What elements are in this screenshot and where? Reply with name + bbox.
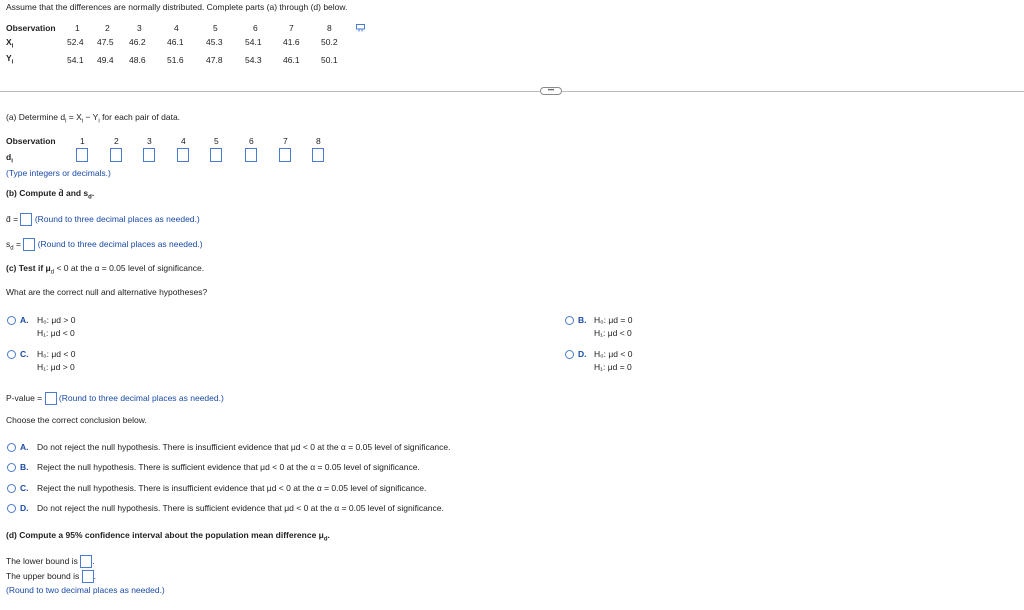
lower-bound-label: The lower bound is: [6, 555, 78, 566]
obs-num: 7: [289, 23, 294, 33]
conclusion-b-letter: B.: [20, 462, 29, 472]
d-input-3[interactable]: [143, 148, 155, 162]
x-value: 50.2: [321, 37, 338, 47]
part-d-end: .: [327, 530, 330, 540]
question-intro: Assume that the differences are normally distributed. Complete parts (a) through (d) below.: [6, 2, 348, 12]
conclusion-d-text: Do not reject the null hypothesis. There is sufficient evidence that μd < 0 at the α = 0.05 level of significance.: [37, 503, 444, 513]
conclusion-a-text: Do not reject the null hypothesis. There is insufficient evidence that μd < 0 at the α = 0.05 level of significance.: [37, 442, 451, 452]
obs-num: 3: [147, 136, 152, 146]
y-value: 49.4: [97, 55, 114, 65]
part-a-hint: (Type integers or decimals.): [6, 168, 111, 178]
hyp-option-d-h0: H₀: μd < 0: [594, 349, 633, 359]
hyp-option-a-radio[interactable]: [7, 316, 16, 325]
lower-dot: .: [92, 555, 95, 566]
part-a-text: (a) Determine d: [6, 112, 66, 122]
obs-num: 7: [283, 136, 288, 146]
x-value: 45.3: [206, 37, 223, 47]
hyp-question: What are the correct null and alternative hypotheses?: [6, 287, 208, 297]
conclusion-c-text: Reject the null hypothesis. There is insufficient evidence that μd < 0 at the α = 0.05 level of significance.: [37, 483, 427, 493]
obs-num: 1: [80, 136, 85, 146]
dbar-row: [6, 213, 200, 226]
conclusion-b-radio[interactable]: [7, 463, 16, 472]
upper-bound-input[interactable]: [82, 570, 94, 583]
part-c-sub: d: [50, 269, 55, 276]
obs-num: 8: [316, 136, 321, 146]
obs-num: 6: [253, 23, 258, 33]
d-input-8[interactable]: [312, 148, 324, 162]
obs-num: 4: [174, 23, 179, 33]
pvalue-hint: (Round to three decimal places as needed.): [58, 392, 224, 403]
y-label: Y: [6, 53, 12, 63]
obs-header: Observation: [6, 23, 56, 33]
y-value: 54.1: [67, 55, 84, 65]
hyp-option-b-radio[interactable]: [565, 316, 574, 325]
dbar-input[interactable]: [20, 213, 32, 226]
d-input-4[interactable]: [177, 148, 189, 162]
part-c-text: (c) Test if μ: [6, 263, 51, 273]
part-a-prompt: (a) Determine $d_i = X_i - Y_i$ for each pair of data.: [6, 112, 181, 125]
hyp-option-d-radio[interactable]: [565, 350, 574, 359]
upper-bound-label: The upper bound is: [6, 570, 80, 581]
x-sub: i: [11, 43, 14, 50]
conclusion-b-text: Reject the null hypothesis. There is sufficient evidence that μd < 0 at the α = 0.05 level of significance.: [37, 462, 420, 472]
obs-num: 5: [213, 23, 218, 33]
sd-label: s: [6, 238, 11, 249]
x-value: 46.1: [167, 37, 184, 47]
obs-num: 2: [105, 23, 110, 33]
part-d-sub: d: [323, 536, 328, 543]
part-d-hint: (Round to two decimal places as needed.): [6, 585, 165, 595]
hyp-option-a-h1: H₁: μd < 0: [37, 328, 75, 338]
hyp-option-b-letter: B.: [578, 315, 587, 325]
pvalue-row: [6, 392, 224, 405]
part-d-text: (d) Compute a 95% confidence interval about the population mean difference μ: [6, 530, 324, 540]
d-input-6[interactable]: [245, 148, 257, 162]
hyp-option-a-letter: A.: [20, 315, 29, 325]
d-sub: i: [11, 158, 13, 165]
y-value: 46.1: [283, 55, 300, 65]
part-b-sub: d: [88, 194, 92, 201]
print-icon[interactable]: [356, 24, 365, 32]
upper-bound-row: [6, 570, 96, 583]
sd-hint: (Round to three decimal places as needed.): [37, 238, 203, 249]
pvalue-label: P-value =: [6, 392, 43, 403]
y-value: 50.1: [321, 55, 338, 65]
y-value: 48.6: [129, 55, 146, 65]
part-a-obs-header: Observation: [6, 136, 56, 146]
part-a-text2: = X: [68, 112, 82, 122]
obs-num: 1: [75, 23, 80, 33]
obs-num: 5: [214, 136, 219, 146]
obs-num: 2: [114, 136, 119, 146]
d-row-label: [6, 152, 13, 165]
obs-num: 6: [249, 136, 254, 146]
part-c-prompt: [6, 263, 204, 276]
d-input-1[interactable]: [76, 148, 88, 162]
hyp-option-c-h0: H₀: μd < 0: [37, 349, 76, 359]
y-row-label: [6, 53, 13, 66]
obs-num: 4: [181, 136, 186, 146]
lower-bound-row: [6, 555, 95, 568]
x-value: 54.1: [245, 37, 262, 47]
sd-row: [6, 238, 203, 251]
hyp-option-c-letter: C.: [20, 349, 29, 359]
part-c-tail: < 0 at the α = 0.05 level of significance.: [56, 263, 205, 273]
conclusion-d-radio[interactable]: [7, 504, 16, 513]
hyp-option-d-letter: D.: [578, 349, 587, 359]
y-sub: i: [11, 59, 14, 66]
x-row-label: [6, 37, 13, 50]
y-value: 51.6: [167, 55, 184, 65]
d-input-7[interactable]: [279, 148, 291, 162]
part-d-prompt: [6, 530, 330, 543]
hyp-option-c-h1: H₁: μd > 0: [37, 362, 75, 372]
sd-input[interactable]: [23, 238, 35, 251]
upper-dot: .: [93, 570, 96, 581]
pvalue-input[interactable]: [45, 392, 57, 405]
dbar-label: d̄ =: [6, 213, 19, 224]
d-label: d: [6, 152, 12, 162]
lower-bound-input[interactable]: [80, 555, 95, 568]
obs-num: 8: [327, 23, 332, 33]
conclusion-a-radio[interactable]: [7, 443, 16, 452]
part-a-text3: − Y: [85, 112, 99, 122]
obs-num: 3: [137, 23, 142, 33]
x-value: 47.5: [97, 37, 114, 47]
x-label: X: [6, 37, 12, 47]
y-value: 47.8: [206, 55, 223, 65]
hyp-option-b-h1: H₁: μd < 0: [594, 328, 632, 338]
y-value: 54.3: [245, 55, 262, 65]
x-value: 52.4: [67, 37, 84, 47]
part-b-prompt: (b) Compute d̄ and $s_d$.: [6, 188, 95, 201]
dbar-hint: (Round to three decimal places as needed.): [34, 213, 200, 224]
hyp-option-b-h0: H₀: μd = 0: [594, 315, 633, 325]
conclusion-d-letter: D.: [20, 503, 29, 513]
hyp-option-c-radio[interactable]: [7, 350, 16, 359]
d-input-5[interactable]: [210, 148, 222, 162]
part-b-text: (b) Compute d̄ and s: [6, 188, 89, 198]
sd-eq: =: [15, 238, 21, 249]
x-value: 46.2: [129, 37, 146, 47]
x-value: 41.6: [283, 37, 300, 47]
conclusion-a-letter: A.: [20, 442, 29, 452]
hyp-option-d-h1: H₁: μd = 0: [594, 362, 632, 372]
section-divider: [0, 91, 1024, 92]
sd-sub: d: [10, 245, 14, 252]
part-a-text4: for each pair of data.: [102, 112, 181, 122]
conclusion-prompt: Choose the correct conclusion below.: [6, 415, 147, 425]
conclusion-c-radio[interactable]: [7, 484, 16, 493]
hyp-option-a-h0: H₀: μd > 0: [37, 315, 76, 325]
conclusion-c-letter: C.: [20, 483, 29, 493]
more-options-icon[interactable]: •••: [540, 87, 562, 95]
d-input-2[interactable]: [110, 148, 122, 162]
